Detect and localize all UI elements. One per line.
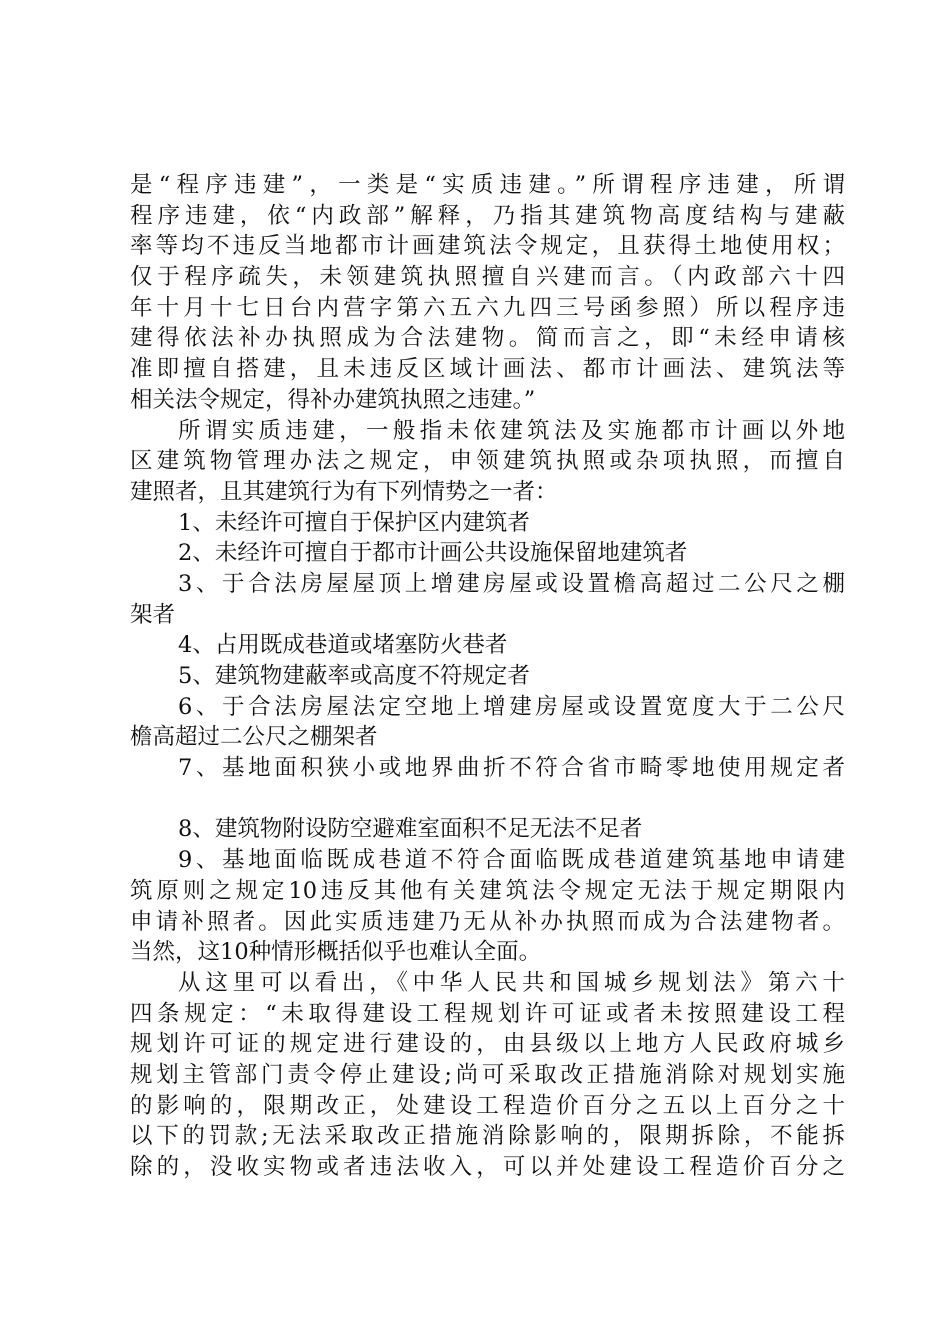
text-line: 当然，这10种情形概括似乎也难认全面。	[130, 939, 542, 966]
text-line: 规划许可证的规定进行建设的，由县级以上地方人民政府城乡	[130, 1031, 845, 1058]
text-line: 檐高超过二公尺之棚架者	[130, 724, 378, 751]
text-line: 四条规定：“未取得建设工程规划许可证或者未按照建设工程	[130, 1000, 845, 1027]
text-line: 是“程序违建”，一类是“实质违建。”所谓程序违建，所谓	[130, 172, 845, 198]
text-line: 相关法令规定，得补办建筑执照之违建。”	[130, 386, 536, 413]
text-line: 9、基地面临既成巷道不符合面临既成巷道建筑基地申请建	[178, 847, 845, 874]
text-line: 申请补照者。因此实质违建乃无从补办执照而成为合法建物者。	[130, 908, 845, 935]
text-line: 建得依法补办执照成为合法建物。简而言之，即“未经申请核	[130, 325, 845, 352]
text-line: 筑原则之规定10违反其他有关建筑法令规定无法于规定期限内	[130, 877, 845, 904]
text-line: 所谓实质违建，一般指未依建筑法及实施都市计画以外地	[178, 417, 845, 444]
text-line: 1、未经许可擅自于保护区内建筑者	[178, 509, 530, 536]
text-line: 规划主管部门责令停止建设;尚可采取改正措施消除对规划实施	[130, 1061, 845, 1088]
text-line: 5、建筑物建蔽率或高度不符规定者	[178, 663, 530, 689]
text-line: 6、于合法房屋法定空地上增建房屋或设置宽度大于二公尺	[178, 693, 845, 720]
text-line: 从这里可以看出，《中华人民共和国城乡规划法》第六十	[178, 969, 845, 996]
text-line: 2、未经许可擅自于都市计画公共设施保留地建筑者	[178, 540, 688, 567]
text-line: 4、占用既成巷道或堵塞防火巷者	[178, 632, 508, 659]
blank-line	[130, 784, 845, 815]
text-line: 率等均不违反当地都市计画建筑法令规定，且获得土地使用权；	[130, 233, 845, 260]
text-line: 年十月十七日台内营字第六五六九四三号函参照）所以程序违	[130, 294, 845, 321]
text-line: 区建筑物管理办法之规定，申领建筑执照或杂项执照，而擅自	[130, 448, 845, 475]
text-line: 8、建筑物附设防空避难室面积不足无法不足者	[178, 816, 643, 843]
text-line: 程序违建，依“内政部”解释，乃指其建筑物高度结构与建蔽	[130, 202, 845, 229]
text-line: 准即擅自搭建，且未违反区域计画法、都市计画法、建筑法等	[130, 356, 845, 383]
text-line: 仅于程序疏失，未领建筑执照擅自兴建而言。（内政部六十四	[130, 264, 845, 291]
text-line: 3、于合法房屋屋顶上增建房屋或设置檐高超过二公尺之棚	[178, 570, 845, 597]
text-line: 的影响的，限期改正，处建设工程造价百分之五以上百分之十	[130, 1092, 845, 1119]
text-line: 以下的罚款;无法采取改正措施消除影响的，限期拆除，不能拆	[130, 1123, 845, 1150]
text-line: 7、基地面积狭小或地界曲折不符合省市畸零地使用规定者	[178, 755, 845, 782]
document-body	[130, 170, 845, 1183]
text-line: 除的，没收实物或者违法收入，可以并处建设工程造价百分之	[130, 1154, 845, 1180]
text-line: 建照者，且其建筑行为有下列情势之一者：	[130, 478, 558, 505]
text-line: 架者	[130, 601, 176, 628]
